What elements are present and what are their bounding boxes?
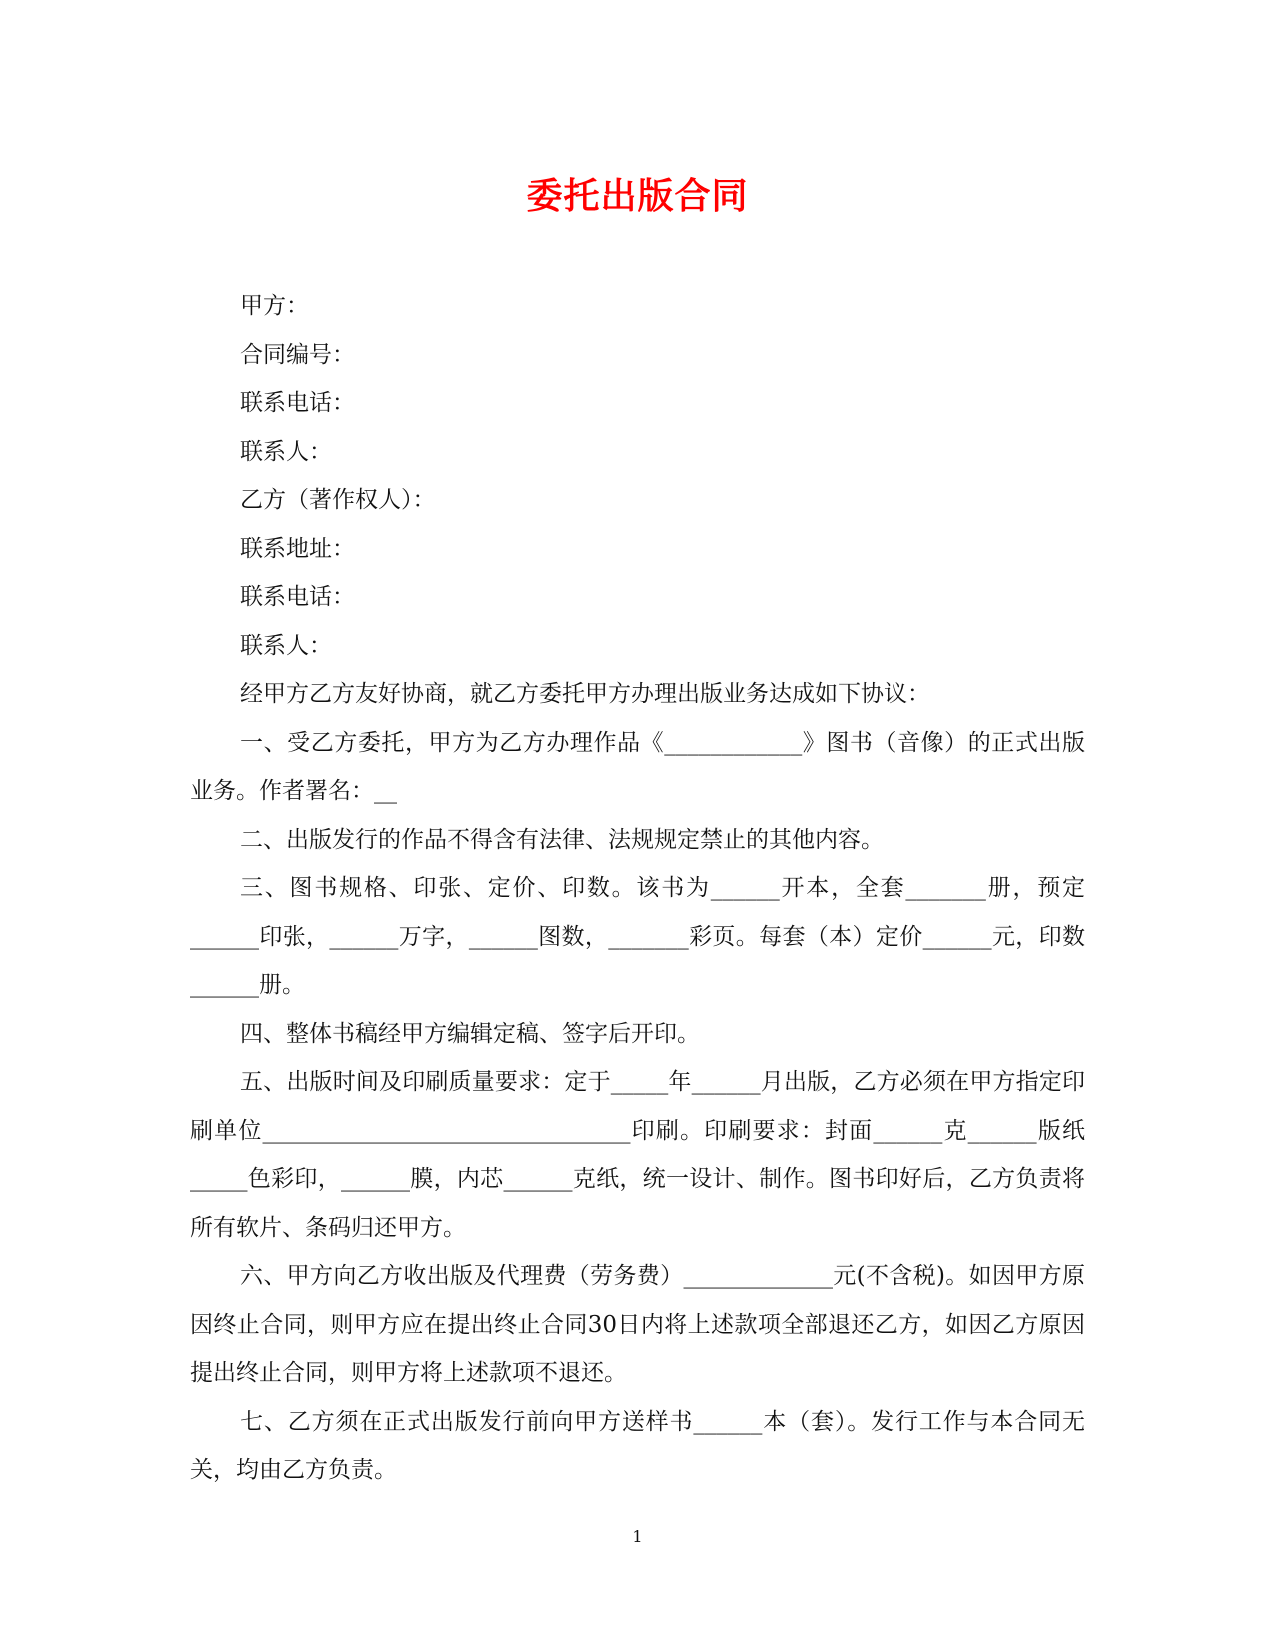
party-b-line: 乙方（著作权人）： [240,487,436,513]
party-b-address-line: 联系地址： [240,535,355,562]
party-b-phone-line: 联系电话： [240,584,355,610]
clause-3-paragraph: 三、图书规格、印张、定价、印数。该书为______开本，全套_______册，预定______印张，______万字，______图数，_______彩页。每套（本）定价______元，印数______册。 [190,875,1085,998]
party-a-phone-line: 联系电话： [240,390,355,416]
page-number: 1 [632,1527,643,1546]
intro-paragraph: 经甲方乙方友好协商，就乙方委托甲方办理出版业务达成如下协议： [240,681,930,707]
clause-4-paragraph: 四、整体书稿经甲方编辑定稿、签字后开印。 [240,1020,700,1047]
contract-number-line: 合同编号： [240,341,355,368]
party-b-contact-line: 联系人： [240,632,332,659]
party-a-contact-line: 联系人： [240,438,332,465]
clause-2-paragraph: 二、出版发行的作品不得含有法律、法规规定禁止的其他内容。 [240,826,884,853]
document-body [190,282,1085,1495]
document-title: 委托出版合同 [526,175,749,217]
clause-7-paragraph: 七、乙方须在正式出版发行前向甲方送样书______本（套）。发行工作与本合同无关，均由乙方负责。 [190,1408,1085,1483]
party-a-line: 甲方： [240,293,309,319]
clause-6-paragraph: 六、甲方向乙方收出版及代理费（劳务费）_____________元(不含税)。如因甲方原因终止合同，则甲方应在提出终止合同30日内将上述款项全部退还乙方，如因乙方原因提出终止合同，则甲方将上述款项不退还。 [190,1263,1085,1386]
clause-5-paragraph: 五、出版时间及印刷质量要求：定于_____年______月出版，乙方必须在甲方指定印刷单位________________________________印刷。印刷要求：封面______克______版纸_____色彩印，______膜，内芯______克纸，统一设计、制作。图书印好后，乙方负责将所有软片、条码归还甲方。 [190,1069,1085,1241]
clause-1-paragraph: 一、受乙方委托，甲方为乙方办理作品《____________》图书（音像）的正式出版业务。作者署名：__ [190,729,1085,804]
